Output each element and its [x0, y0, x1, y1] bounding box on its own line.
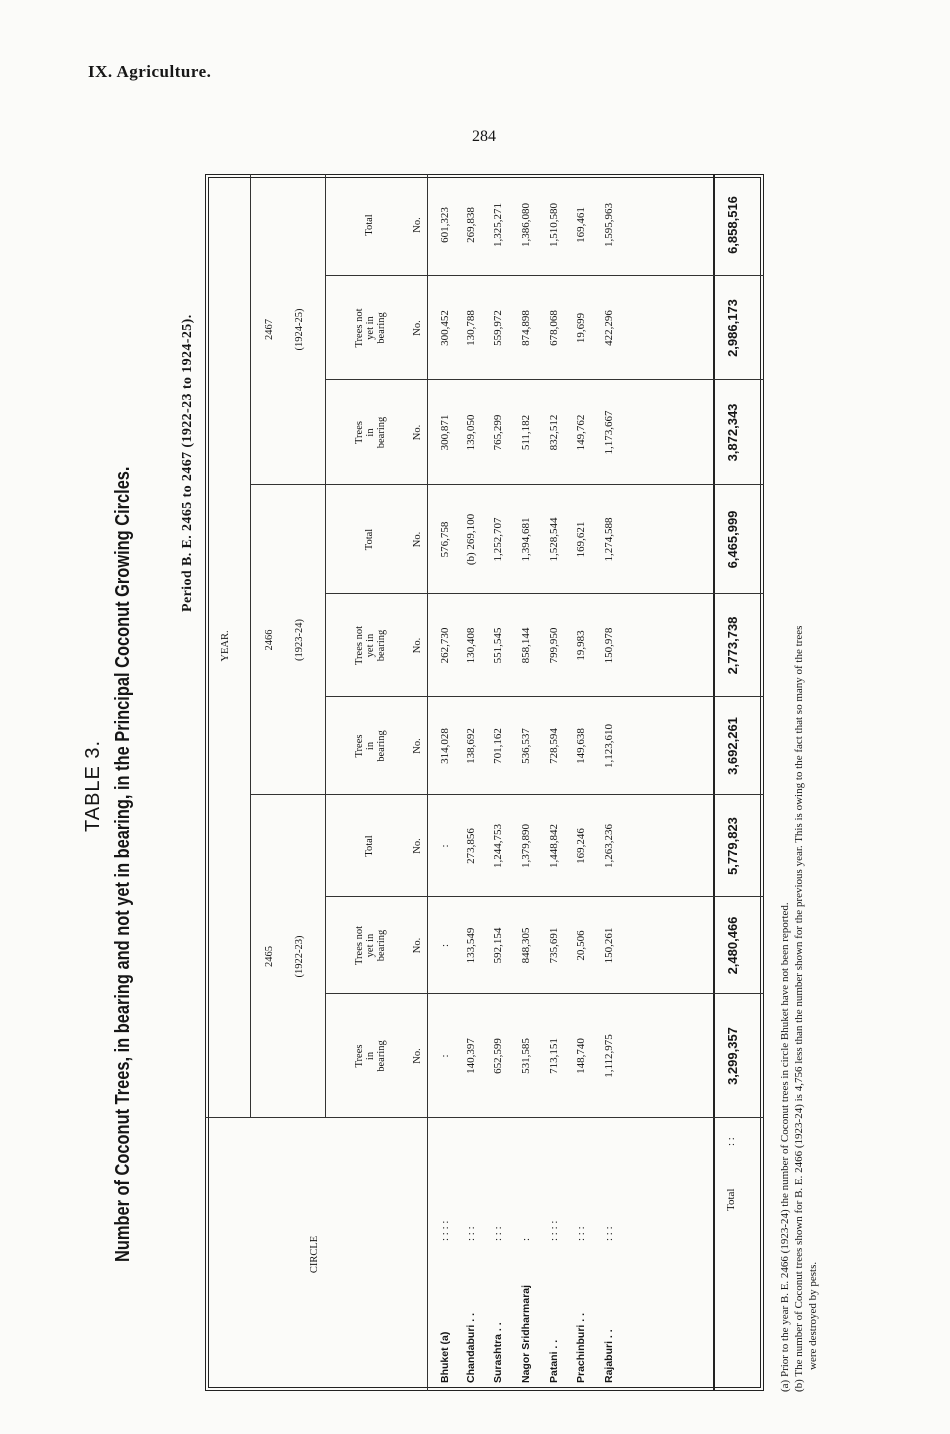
circle-name: Prachinburi . .	[575, 1312, 587, 1383]
total-rule	[713, 174, 715, 1391]
footnote-b-cont: were destroyed by pests.	[807, 1261, 819, 1370]
table-cell: :	[439, 1054, 451, 1058]
table-cell: 531,585	[520, 1038, 532, 1074]
table-title: Number of Coconut Trees, in bearing and not yet in bearing, in the Principal Coconut Growing Circles.	[112, 466, 134, 1262]
col-bearing-header: bearing	[376, 730, 387, 762]
table-cell: 576,758	[439, 521, 451, 558]
circle-col-rule	[205, 1117, 764, 1118]
table-cell: 262,730	[439, 627, 451, 664]
total-cell: 3,692,261	[725, 717, 740, 775]
col-not-bearing-header: Trees not	[354, 926, 365, 965]
year-group-rule	[325, 174, 326, 485]
unit-label: No.	[412, 1048, 423, 1064]
col-bearing-header: Trees	[354, 1044, 365, 1068]
unit-label: No.	[412, 838, 423, 854]
unit-label: No.	[412, 531, 423, 548]
col-not-bearing-header: bearing	[376, 629, 387, 662]
table-cell: 559,972	[492, 310, 504, 346]
table-cell: :	[439, 943, 451, 948]
table-cell: 138,692	[465, 728, 477, 764]
leader-dots: : : :	[575, 1226, 587, 1241]
table-cell: 133,549	[465, 927, 477, 964]
header-rule	[427, 174, 428, 1391]
col-not-bearing-header: Trees not	[354, 308, 365, 348]
total-cell: 6,858,516	[725, 196, 740, 254]
table-cell: 551,545	[492, 627, 504, 664]
unit-label: No.	[412, 424, 423, 441]
year-be-label: 2465	[264, 946, 275, 967]
col-bearing-header: in	[365, 428, 376, 437]
table-cell: 1,448,842	[548, 824, 560, 868]
table-cell: 149,638	[575, 728, 587, 764]
col-rule	[325, 275, 764, 276]
table-cell: 19,699	[575, 312, 587, 344]
table-cell: 1,263,236	[603, 824, 615, 868]
table-cell: 1,123,610	[603, 724, 615, 768]
circle-name: Surashtra . .	[492, 1322, 504, 1383]
unit-label: No.	[412, 738, 423, 754]
table-cell: 300,871	[439, 414, 451, 451]
col-bearing-header: Trees	[354, 421, 365, 444]
table-cell: 1,528,544	[548, 517, 560, 562]
circle-name: Chandaburi . .	[465, 1312, 477, 1383]
table-cell: 273,856	[465, 828, 477, 864]
table-cell: 150,978	[603, 627, 615, 664]
leader-dots: : : :	[465, 1226, 477, 1241]
col-bearing-header: in	[365, 1051, 376, 1061]
table-cell: 130,788	[465, 310, 477, 346]
col-not-bearing-header: yet in	[365, 933, 376, 958]
year-be-label: 2467	[264, 319, 275, 340]
table-cell: :	[439, 844, 451, 848]
col-rule	[325, 593, 764, 594]
col-rule	[325, 896, 764, 897]
page-number: 284	[472, 128, 496, 145]
table-label: TABLE 3.	[82, 739, 104, 832]
col-total-header: Total	[364, 528, 375, 551]
table-cell: 1,386,080	[520, 203, 532, 247]
footnote-b: (b) The number of Coconut trees shown for B. E. 2466 (1923-24) is 4,756 less than the number shown for the previous year. This is owing to the fact that so many of the trees	[793, 625, 805, 1392]
table-cell: 300,452	[439, 310, 451, 346]
table-cell: 601,323	[439, 207, 451, 243]
unit-label: No.	[412, 937, 423, 954]
leader-dots: : : :	[603, 1226, 615, 1241]
circle-name: Bhuket (a)	[439, 1331, 451, 1383]
table-cell: 701,162	[492, 728, 504, 764]
table-cell: 1,252,707	[492, 517, 504, 562]
col-bearing-header: in	[365, 741, 376, 751]
col-total-header: Total	[364, 835, 375, 857]
footnotes	[778, 626, 820, 1392]
total-label: Total	[725, 1188, 737, 1211]
year-group-rule	[325, 795, 326, 1118]
leader-dots: :	[520, 1237, 532, 1241]
table-cell: 1,325,271	[492, 203, 504, 247]
table-cell: 19,983	[575, 630, 587, 661]
total-cell: 2,986,173	[725, 299, 740, 357]
col-total-header: Total	[364, 214, 375, 236]
unit-label: No.	[412, 320, 423, 336]
col-bearing-header: bearing	[376, 416, 387, 449]
col-bearing-header: bearing	[376, 1040, 387, 1072]
table-cell: 139,050	[465, 414, 477, 451]
col-rule	[250, 484, 764, 485]
table-cell: 728,594	[548, 728, 560, 764]
table-cell: 1,274,588	[603, 517, 615, 562]
circle-name: Rajaburi . .	[603, 1329, 615, 1383]
table-cell: 1,112,975	[603, 1034, 615, 1078]
col-not-bearing-header: yet in	[365, 316, 376, 340]
col-bearing-header: Trees	[354, 734, 365, 758]
table-cell: 652,599	[492, 1038, 504, 1074]
table-cell: 130,408	[465, 627, 477, 664]
year-header: YEAR.	[220, 630, 231, 662]
table-cell: 765,299	[492, 414, 504, 451]
table-cell: 848,305	[520, 927, 532, 964]
col-rule	[250, 794, 764, 795]
total-dots: : :	[725, 1137, 737, 1146]
table-cell: 1,173,667	[603, 410, 615, 455]
table-cell: 1,244,753	[492, 824, 504, 868]
table-cell: 169,246	[575, 828, 587, 864]
unit-label: No.	[412, 217, 423, 233]
table-cell: 1,510,580	[548, 203, 560, 247]
col-rule	[325, 379, 764, 380]
coconut-table	[205, 174, 764, 1391]
year-rule	[250, 174, 251, 1118]
circle-name: Nagor Sridharmaraj	[520, 1284, 532, 1383]
leader-dots: : : : :	[548, 1220, 560, 1241]
total-cell: 5,779,823	[725, 817, 740, 875]
table-cell: (b) 269,100	[465, 513, 477, 566]
table-cell: 858,144	[520, 627, 532, 664]
total-cell: 3,299,357	[725, 1027, 740, 1085]
table-cell: 140,397	[465, 1038, 477, 1074]
table-cell: 1,394,681	[520, 517, 532, 562]
year-ad-label: (1924-25)	[294, 308, 305, 351]
period-subtitle: Period B. E. 2465 to 2467 (1922-23 to 1924-25).	[180, 314, 195, 612]
table-cell: 1,595,963	[603, 203, 615, 247]
table-cell: 150,261	[603, 927, 615, 964]
total-cell: 6,465,999	[725, 510, 740, 569]
table-cell: 1,379,890	[520, 824, 532, 868]
total-cell: 3,872,343	[725, 403, 740, 462]
col-not-bearing-header: bearing	[376, 312, 387, 344]
table-cell: 592,154	[492, 927, 504, 964]
year-group-rule	[325, 485, 326, 795]
footnote-a: (a) Prior to the year B. E. 2466 (1923-24) the number of Coconut trees in circle Bhuket have not been reported.	[779, 902, 791, 1392]
leader-dots: : : :	[492, 1226, 504, 1241]
col-not-bearing-header: Trees not	[354, 626, 365, 665]
col-rule	[325, 696, 764, 697]
table-frame	[205, 174, 764, 1391]
table-cell: 678,068	[548, 310, 560, 346]
table-cell: 735,691	[548, 927, 560, 964]
table-cell: 536,537	[520, 728, 532, 764]
year-ad-label: (1923-24)	[294, 619, 305, 661]
total-cell: 2,773,738	[725, 616, 740, 675]
table-cell: 169,461	[575, 207, 587, 243]
col-rule	[325, 993, 764, 994]
table-cell: 20,506	[575, 930, 587, 961]
year-be-label: 2466	[264, 629, 275, 651]
table-cell: 269,838	[465, 207, 477, 243]
leader-dots: : : : :	[439, 1220, 451, 1241]
unit-label: No.	[412, 637, 423, 654]
total-cell: 2,480,466	[725, 916, 740, 975]
table-cell: 149,762	[575, 414, 587, 451]
table-cell: 874,898	[520, 310, 532, 346]
table-cell: 314,028	[439, 728, 451, 764]
table-cell: 799,950	[548, 627, 560, 664]
col-not-bearing-header: bearing	[376, 929, 387, 962]
table-cell: 148,740	[575, 1038, 587, 1074]
table-cell: 713,151	[548, 1038, 560, 1074]
table-cell: 511,182	[520, 414, 532, 451]
circle-header: CIRCLE	[309, 1235, 320, 1274]
col-not-bearing-header: yet in	[365, 633, 376, 658]
table-cell: 422,296	[603, 310, 615, 346]
circle-name: Patani . .	[548, 1339, 560, 1383]
year-ad-label: (1922-23)	[294, 935, 305, 978]
section-heading: IX. Agriculture.	[88, 62, 212, 81]
table-cell: 169,621	[575, 521, 587, 558]
table-cell: 832,512	[548, 414, 560, 451]
